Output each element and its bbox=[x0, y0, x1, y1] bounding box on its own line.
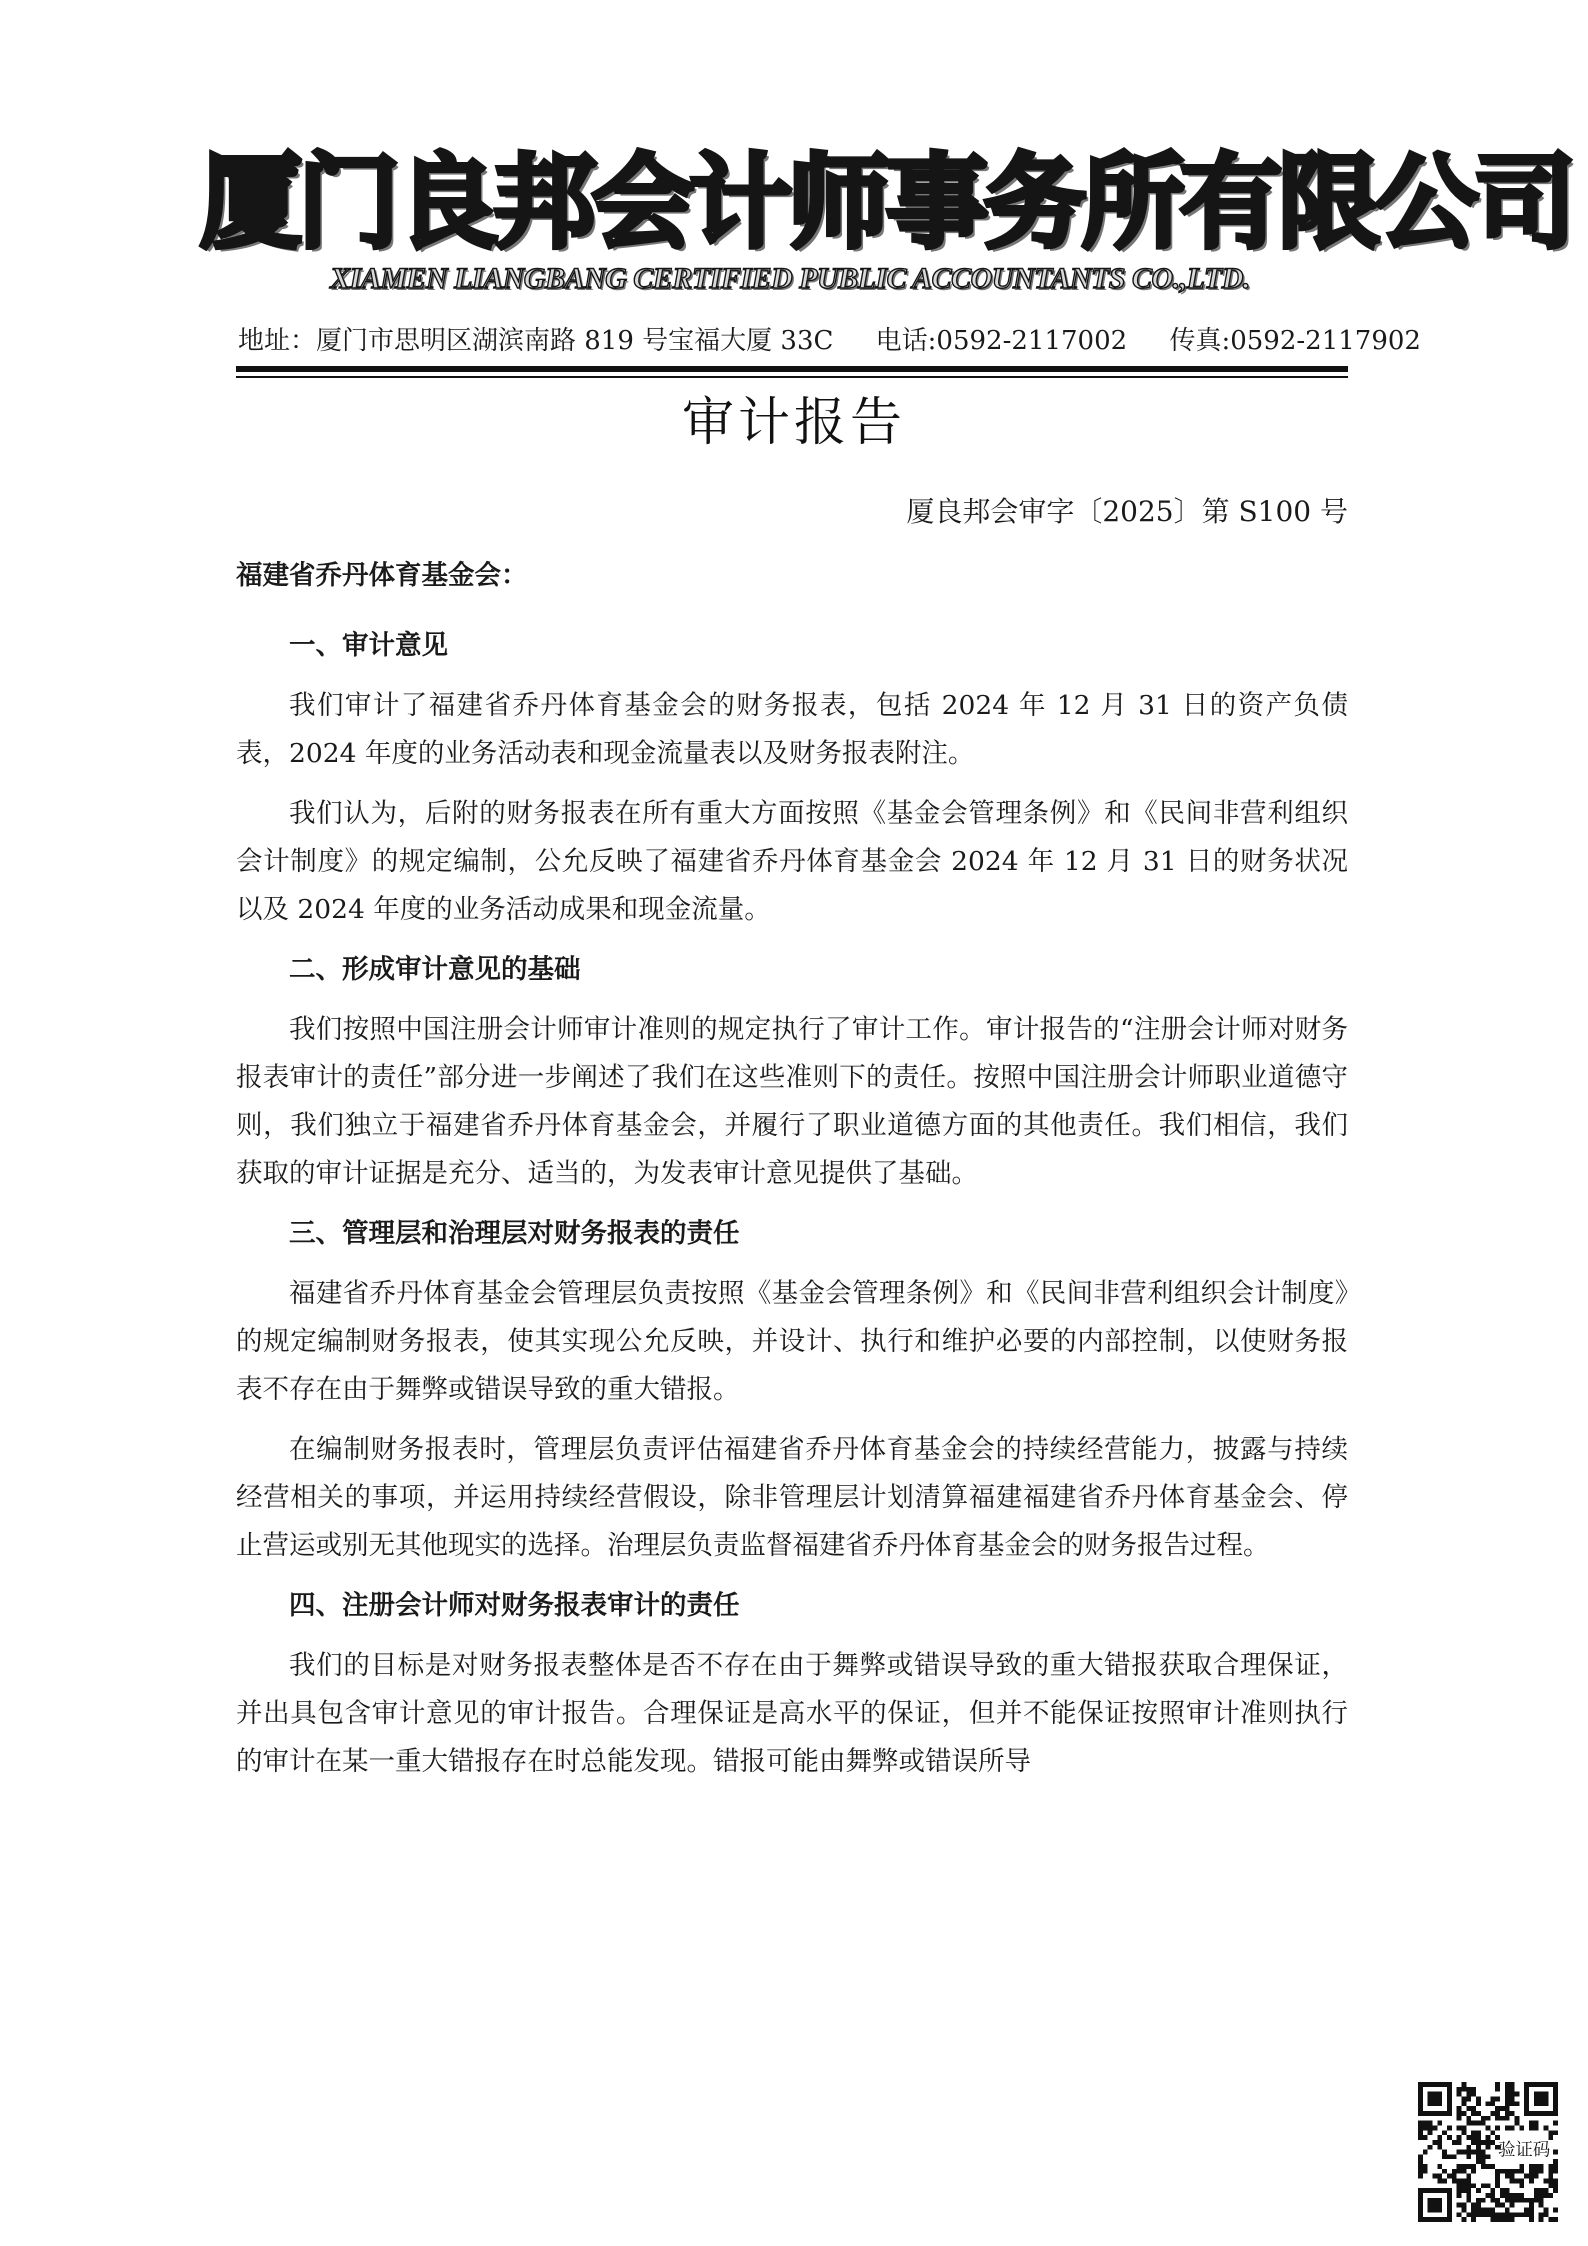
address-text: 地址：厦门市思明区湖滨南路 819 号宝福大厦 33C bbox=[238, 326, 834, 356]
paragraph: 我们按照中国注册会计师审计准则的规定执行了审计工作。审计报告的“注册会计师对财务报表审计的责任”部分进一步阐述了我们在这些准则下的责任。按照中国注册会计师职业道德守则，我们独立于福建省乔丹体育基金会，并履行了职业道德方面的其他责任。我们相信，我们获取的审计证据是充分、适当的，为发表审计意见提供了基础。 bbox=[236, 1014, 1348, 1189]
section-heading-basis: 二、形成审计意见的基础 bbox=[289, 954, 581, 985]
section-heading-auditor-responsibility: 四、注册会计师对财务报表审计的责任 bbox=[289, 1590, 740, 1621]
company-name-en: XIAMEN LIANGBANG CERTIFIED PUBLIC ACCOUNTANTS CO.,LTD. bbox=[330, 262, 1250, 295]
section-heading-opinion: 一、审计意见 bbox=[289, 630, 448, 661]
reference-number: 厦良邦会审字〔2025〕第 S100 号 bbox=[906, 495, 1348, 528]
document-title: 审计报告 bbox=[681, 393, 906, 453]
paragraph: 我们审计了福建省乔丹体育基金会的财务报表，包括 2024 年 12 月 31 日的资产负债表，2024 年度的业务活动表和现金流量表以及财务报表附注。 bbox=[236, 690, 1349, 769]
paragraph: 福建省乔丹体育基金会管理层负责按照《基金会管理条例》和《民间非营利组织会计制度》的规定编制财务报表，使其实现公允反映，并设计、执行和维护必要的内部控制，以使财务报表不存在由于舞弊或错误导致的重大错报。 bbox=[236, 1278, 1348, 1405]
contact-line bbox=[238, 320, 1421, 357]
letterhead-divider-thin bbox=[236, 376, 1348, 378]
verification-qr-code bbox=[1418, 2082, 1558, 2222]
letterhead-divider-thick bbox=[236, 366, 1348, 372]
fax-text: 传真:0592-2117902 bbox=[1169, 326, 1421, 356]
phone-text: 电话:0592-2117002 bbox=[875, 326, 1128, 356]
report-body bbox=[236, 552, 1348, 1798]
addressee: 福建省乔丹体育基金会： bbox=[236, 560, 528, 591]
company-name-cn: 厦门良邦会计师事务所有限公司 bbox=[200, 143, 1572, 263]
paragraph: 我们认为，后附的财务报表在所有重大方面按照《基金会管理条例》和《民间非营利组织会计制度》的规定编制，公允反映了福建省乔丹体育基金会 2024 年 12 月 31 日的财务状况以及 2024 年度的业务活动成果和现金流量。 bbox=[236, 798, 1348, 925]
paragraph: 我们的目标是对财务报表整体是否不存在由于舞弊或错误导致的重大错报获取合理保证，并出具包含审计意见的审计报告。合理保证是高水平的保证，但并不能保证按照审计准则执行的审计在某一重大错报存在时总能发现。错报可能由舞弊或错误所导 bbox=[236, 1650, 1348, 1777]
qr-caption: 验证码 bbox=[1498, 2140, 1551, 2161]
section-heading-management-responsibility: 三、管理层和治理层对财务报表的责任 bbox=[289, 1218, 740, 1249]
paragraph: 在编制财务报表时，管理层负责评估福建省乔丹体育基金会的持续经营能力，披露与持续经营相关的事项，并运用持续经营假设，除非管理层计划清算福建福建省乔丹体育基金会、停止营运或别无其他现实的选择。治理层负责监督福建省乔丹体育基金会的财务报告过程。 bbox=[236, 1434, 1348, 1561]
